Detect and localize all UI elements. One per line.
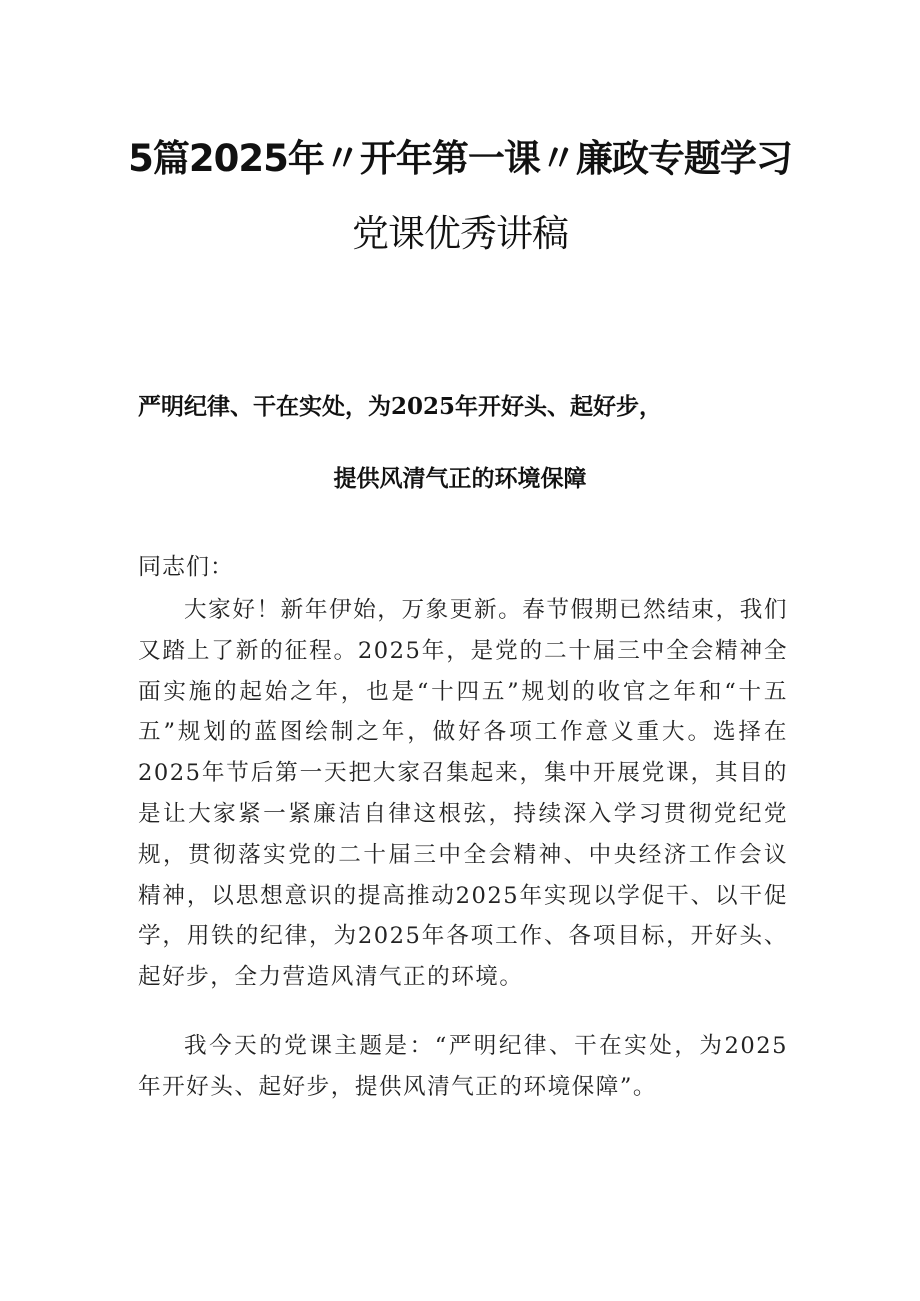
lesson-heading-line-1: 严明纪律、干在实处，为2025年开好头、起好步， [138, 393, 663, 420]
body-paragraph: 我今天的党课主题是：“严明纪律、干在实处，为2025年开好头、起好步，提供风清气正的环境保障”。 [138, 1033, 788, 1100]
document-title-line-2: 党课优秀讲稿 [352, 212, 568, 255]
body-paragraph: 大家好！新年伊始，万象更新。春节假期已然结束，我们又踏上了新的征程。2025年，是党的二十届三中全会精神全面实施的起始之年，也是“十四五”规划的收官之年和“十五五”规划的蓝图绘制之年，做好各项工作意义重大。选择在2025年节后第一天把大家召集起来，集中开展党课，其目的是让大家紧一紧廉洁自律这根弦，持续深入学习贯彻党纪党规，贯彻落实党的二十届三中全会精神、中央经济工作会议精神，以思想意识的提高推动2025年实现以学促干、以干促学，用铁的纪律，为2025年各项工作、各项目标，开好头、起好步，全力营造风清气正的环境。 [138, 597, 788, 991]
document-title-line-1: 5篇2025年〃开年第一课〃廉政专题学习 [128, 137, 792, 180]
salutation: 同志们： [138, 554, 234, 580]
lesson-heading-line-2: 提供风清气正的环境保障 [333, 465, 587, 492]
